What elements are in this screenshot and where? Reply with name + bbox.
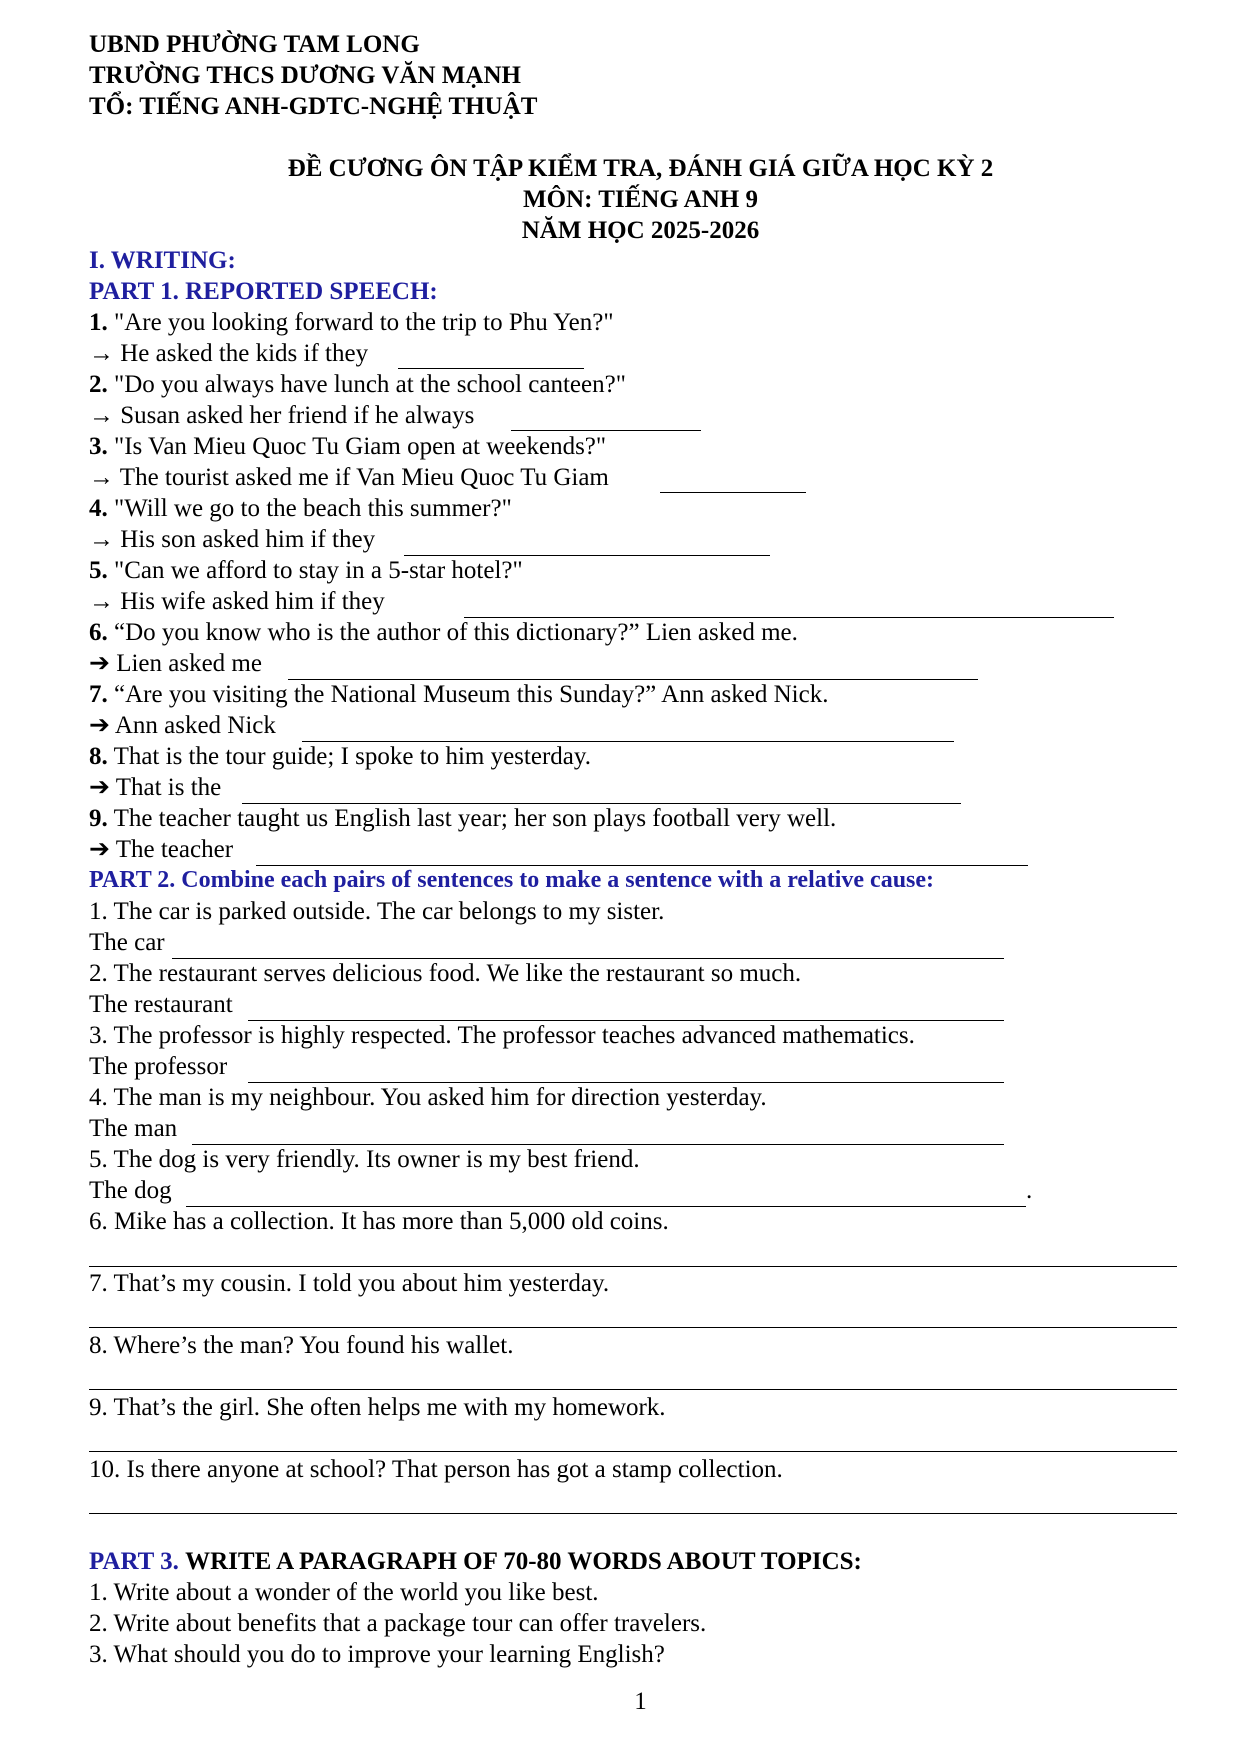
part3-topic-2: 2. Write about benefits that a package tour can offer travelers.	[89, 1610, 707, 1637]
part3-topic-3: 3. What should you do to improve your learning English?	[89, 1641, 665, 1668]
title-line-3: NĂM HỌC 2025-2026	[521, 217, 760, 244]
part2-answer-3: The professor	[89, 1053, 228, 1080]
part1-question-1: 1. "Are you looking forward to the trip to Phu Yen?"	[89, 309, 614, 336]
answer-blank[interactable]	[660, 492, 806, 493]
answer-line[interactable]	[89, 1266, 1177, 1267]
part1-question-6: 6. “Do you know who is the author of this dictionary?” Lien asked me.	[89, 619, 798, 646]
part1-answer-2: → Susan asked her friend if he always	[89, 402, 475, 429]
part1-question-2: 2. "Do you always have lunch at the school canteen?"	[89, 371, 626, 398]
part1-answer-8: ➔ That is the	[89, 774, 222, 801]
header-line-3: TỔ: TIẾNG ANH-GDTC-NGHỆ THUẬT	[89, 93, 538, 120]
title-line-1: ĐỀ CƯƠNG ÔN TẬP KIỂM TRA, ĐÁNH GIÁ GIỮA HỌC KỲ 2	[287, 155, 994, 182]
part2-question-6: 6. Mike has a collection. It has more than 5,000 old coins.	[89, 1208, 669, 1235]
answer-line[interactable]	[89, 1327, 1177, 1328]
answer-line[interactable]	[89, 1389, 1177, 1390]
part1-question-4: 4. "Will we go to the beach this summer?"	[89, 495, 512, 522]
part1-answer-7: ➔ Ann asked Nick	[89, 712, 276, 739]
part3-heading: PART 3. WRITE A PARAGRAPH OF 70-80 WORDS ABOUT TOPICS:	[89, 1548, 862, 1575]
part1-answer-9: ➔ The teacher	[89, 836, 234, 863]
part1-answer-1: → He asked the kids if they	[89, 340, 369, 367]
answer-line[interactable]	[89, 1513, 1177, 1514]
part1-question-5: 5. "Can we afford to stay in a 5-star hotel?"	[89, 557, 523, 584]
part1-answer-6: ➔ Lien asked me	[89, 650, 262, 677]
answer-line[interactable]	[89, 1451, 1177, 1452]
part1-question-8: 8. That is the tour guide; I spoke to him yesterday.	[89, 743, 592, 770]
part2-question-1: 1. The car is parked outside. The car belongs to my sister.	[89, 898, 665, 925]
part2-question-7: 7. That’s my cousin. I told you about him yesterday.	[89, 1270, 610, 1297]
part2-question-9: 9. That’s the girl. She often helps me with my homework.	[89, 1394, 666, 1421]
part2-heading: PART 2. Combine each pairs of sentences to make a sentence with a relative cause:	[89, 867, 935, 893]
header-line-2: TRƯỜNG THCS DƯƠNG VĂN MẠNH	[89, 62, 521, 89]
part3-topic-1: 1. Write about a wonder of the world you like best.	[89, 1579, 599, 1606]
period-mark: .	[1026, 1177, 1033, 1204]
part1-heading: PART 1. REPORTED SPEECH:	[89, 278, 438, 305]
part2-answer-5: The dog	[89, 1177, 172, 1204]
part1-answer-5: → His wife asked him if they	[89, 588, 385, 615]
part2-answer-4: The man	[89, 1115, 178, 1142]
part2-question-10: 10. Is there anyone at school? That person has got a stamp collection.	[89, 1456, 783, 1483]
part1-answer-4: → His son asked him if they	[89, 526, 376, 553]
part2-question-2: 2. The restaurant serves delicious food. We like the restaurant so much.	[89, 960, 802, 987]
part2-answer-1: The car	[89, 929, 165, 956]
part2-question-3: 3. The professor is highly respected. The professor teaches advanced mathematics.	[89, 1022, 915, 1049]
part2-answer-2: The restaurant	[89, 991, 233, 1018]
header-line-1: UBND PHƯỜNG TAM LONG	[89, 31, 420, 58]
page-number: 1	[634, 1688, 647, 1715]
part2-question-8: 8. Where’s the man? You found his wallet.	[89, 1332, 514, 1359]
part1-answer-3: → The tourist asked me if Van Mieu Quoc Tu Giam	[89, 464, 609, 491]
section-heading: I. WRITING:	[89, 247, 236, 274]
part1-question-9: 9. The teacher taught us English last year; her son plays football very well.	[89, 805, 837, 832]
part2-question-5: 5. The dog is very friendly. Its owner is my best friend.	[89, 1146, 640, 1173]
part1-question-3: 3. "Is Van Mieu Quoc Tu Giam open at weekends?"	[89, 433, 607, 460]
part1-question-7: 7. “Are you visiting the National Museum this Sunday?” Ann asked Nick.	[89, 681, 829, 708]
title-line-2: MÔN: TIẾNG ANH 9	[523, 186, 758, 213]
part2-question-4: 4. The man is my neighbour. You asked him for direction yesterday.	[89, 1084, 767, 1111]
